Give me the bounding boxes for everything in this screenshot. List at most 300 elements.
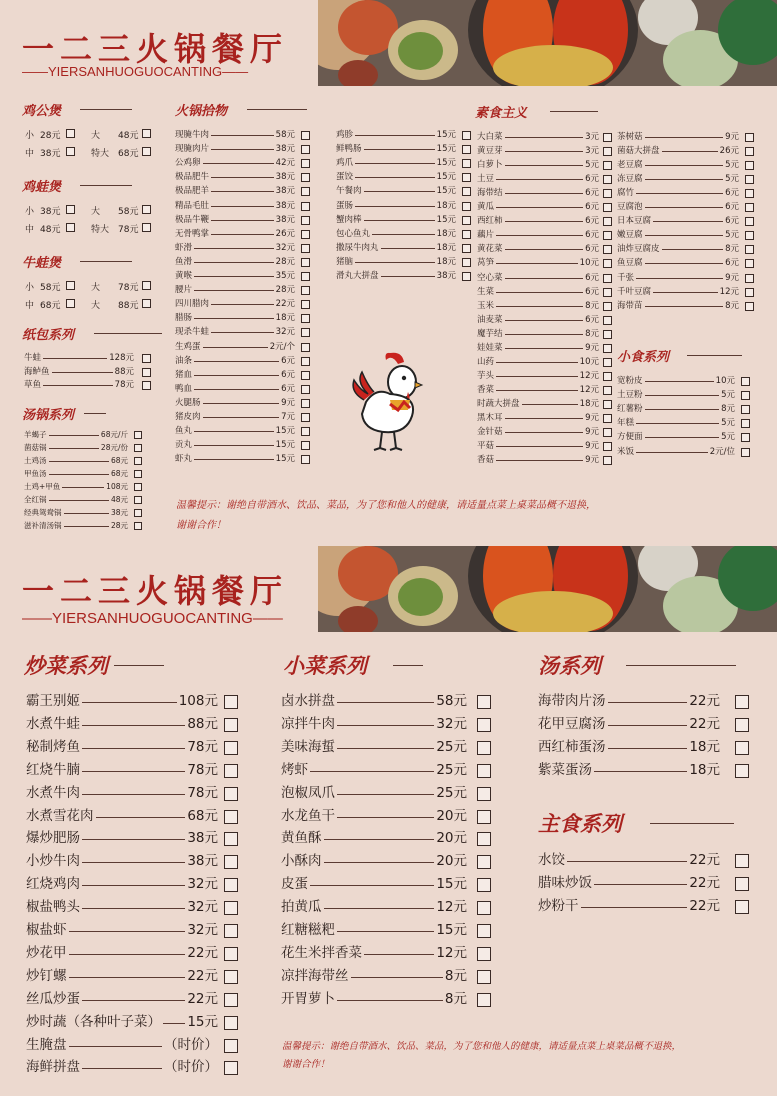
item-price: 22元: [187, 944, 218, 961]
order-checkbox[interactable]: [603, 316, 612, 325]
menu-item: [477, 315, 599, 329]
order-checkbox[interactable]: [462, 258, 471, 267]
item-price: 38元: [275, 172, 295, 183]
section-rule: [247, 109, 307, 110]
size-price: 48元: [118, 131, 139, 141]
leader-line: [324, 908, 434, 909]
menu-item: [281, 717, 467, 740]
leader-line: [82, 1068, 162, 1069]
order-checkbox[interactable]: [224, 855, 238, 869]
order-checkbox[interactable]: [301, 455, 310, 464]
order-checkbox[interactable]: [142, 129, 151, 138]
order-checkbox[interactable]: [603, 358, 612, 367]
order-checkbox[interactable]: [66, 281, 75, 290]
order-checkbox[interactable]: [603, 456, 612, 465]
order-checkbox[interactable]: [603, 330, 612, 339]
order-checkbox[interactable]: [301, 131, 310, 140]
menu-item: [336, 172, 456, 186]
item-price: 9元: [585, 455, 599, 466]
section-title: 小菜系列: [283, 653, 367, 678]
menu-item: [175, 327, 295, 341]
order-checkbox[interactable]: [66, 147, 75, 156]
order-checkbox[interactable]: [224, 970, 238, 984]
item-price: 28元/份: [100, 443, 128, 452]
item-name: 公鸡卵: [175, 158, 201, 169]
leader-line: [211, 220, 274, 221]
item-price: 15元: [275, 426, 295, 437]
item-price: 8元: [725, 300, 739, 311]
item-price: 10元: [715, 376, 735, 386]
leader-line: [653, 292, 718, 293]
order-checkbox[interactable]: [462, 131, 471, 140]
order-checkbox[interactable]: [301, 286, 310, 295]
order-checkbox[interactable]: [477, 832, 491, 846]
item-price: 35元: [275, 271, 295, 281]
item-price: 3元: [585, 132, 599, 142]
order-checkbox[interactable]: [462, 272, 471, 281]
menu-item: [617, 244, 739, 258]
order-checkbox[interactable]: [477, 970, 491, 984]
order-checkbox[interactable]: [224, 947, 238, 961]
order-checkbox[interactable]: [477, 947, 491, 961]
order-checkbox[interactable]: [224, 924, 238, 938]
item-name: 丝瓜炒蛋: [26, 990, 80, 1007]
order-checkbox[interactable]: [134, 457, 142, 465]
menu-item: [617, 202, 739, 216]
item-name: 虾丸: [175, 454, 193, 465]
order-checkbox[interactable]: [224, 878, 238, 892]
leader-line: [636, 278, 723, 279]
order-checkbox[interactable]: [745, 231, 754, 240]
leader-line: [96, 817, 185, 818]
order-checkbox[interactable]: [301, 145, 310, 154]
leader-line: [496, 179, 583, 180]
menu-item: [477, 146, 599, 160]
item-name: 鱼豆腐: [617, 258, 643, 269]
order-checkbox[interactable]: [745, 147, 754, 156]
order-checkbox[interactable]: [462, 187, 471, 196]
item-name: 西红柿: [477, 216, 503, 227]
item-name: 山药: [477, 356, 495, 367]
order-checkbox[interactable]: [603, 259, 612, 268]
order-checkbox[interactable]: [224, 741, 238, 755]
order-checkbox[interactable]: [477, 810, 491, 824]
order-checkbox[interactable]: [301, 173, 310, 182]
leader-line: [49, 435, 99, 436]
menu-item: [477, 301, 599, 315]
order-checkbox[interactable]: [745, 133, 754, 142]
order-checkbox[interactable]: [134, 444, 142, 452]
leader-line: [581, 907, 687, 908]
order-checkbox[interactable]: [462, 230, 471, 239]
item-price: 22元: [689, 874, 720, 891]
item-name: 腊味炒饭: [538, 874, 592, 891]
leader-line: [662, 151, 718, 152]
leader-line: [194, 361, 279, 362]
section-title: 鸡公煲: [22, 104, 62, 119]
order-checkbox[interactable]: [735, 877, 749, 891]
order-checkbox[interactable]: [301, 314, 310, 323]
menu-item: [477, 273, 599, 287]
order-checkbox[interactable]: [603, 203, 612, 212]
item-price: 12元: [436, 944, 467, 961]
leader-line: [211, 206, 274, 207]
item-price: 9元: [281, 397, 295, 408]
leader-line: [496, 306, 583, 307]
order-checkbox[interactable]: [741, 377, 750, 386]
order-checkbox[interactable]: [142, 381, 151, 390]
order-checkbox[interactable]: [301, 258, 310, 267]
order-checkbox[interactable]: [224, 810, 238, 824]
order-checkbox[interactable]: [142, 205, 151, 214]
menu-item: [281, 923, 467, 946]
item-price: 22元: [187, 967, 218, 984]
menu-item: [281, 786, 467, 809]
order-checkbox[interactable]: [603, 442, 612, 451]
menu-item: [477, 427, 599, 441]
item-price: 78元: [187, 761, 218, 778]
leader-line: [351, 977, 443, 978]
menu-item: [26, 831, 218, 854]
leader-line: [194, 445, 274, 446]
item-price: 6元: [281, 369, 295, 380]
order-checkbox[interactable]: [301, 230, 310, 239]
leader-line: [324, 862, 434, 863]
order-checkbox[interactable]: [224, 764, 238, 778]
order-checkbox[interactable]: [462, 145, 471, 154]
order-checkbox[interactable]: [603, 344, 612, 353]
item-price: 26元: [275, 228, 295, 239]
menu-item: [24, 495, 128, 508]
menu-item: [281, 900, 467, 923]
item-price: 10元: [579, 258, 599, 269]
order-checkbox[interactable]: [301, 328, 310, 337]
order-checkbox[interactable]: [735, 695, 749, 709]
item-name: 海带肉片汤: [538, 693, 606, 709]
order-checkbox[interactable]: [301, 216, 310, 225]
menu-item: [538, 876, 720, 899]
order-checkbox[interactable]: [741, 433, 750, 442]
order-checkbox[interactable]: [745, 217, 754, 226]
order-checkbox[interactable]: [462, 159, 471, 168]
order-checkbox[interactable]: [224, 718, 238, 732]
order-checkbox[interactable]: [134, 431, 142, 439]
order-checkbox[interactable]: [477, 855, 491, 869]
menu-item: [336, 144, 456, 158]
item-name: 霸王别姬: [26, 693, 80, 709]
menu-item: [26, 694, 218, 717]
order-checkbox[interactable]: [603, 245, 612, 254]
order-checkbox[interactable]: [301, 343, 310, 352]
menu-item: [281, 992, 467, 1015]
item-name: 皮蛋: [281, 876, 308, 893]
order-checkbox[interactable]: [477, 764, 491, 778]
item-name: 娃娃菜: [477, 342, 503, 353]
order-checkbox[interactable]: [477, 901, 491, 915]
item-name: 油炸豆腐皮: [617, 244, 660, 255]
order-checkbox[interactable]: [301, 187, 310, 196]
order-checkbox[interactable]: [477, 878, 491, 892]
leader-line: [645, 263, 723, 264]
order-checkbox[interactable]: [301, 371, 310, 380]
order-checkbox[interactable]: [66, 205, 75, 214]
leader-line: [337, 817, 434, 818]
order-checkbox[interactable]: [224, 695, 238, 709]
leader-line: [636, 452, 708, 453]
item-price: 25元: [436, 738, 467, 755]
order-checkbox[interactable]: [741, 419, 750, 428]
order-checkbox[interactable]: [745, 161, 754, 170]
order-checkbox[interactable]: [741, 405, 750, 414]
size-price: 38元: [40, 207, 61, 217]
order-checkbox[interactable]: [224, 832, 238, 846]
menu-item: [281, 877, 467, 900]
order-checkbox[interactable]: [462, 216, 471, 225]
item-price: 18元: [579, 398, 599, 409]
size-label: 大: [91, 131, 101, 141]
menu-item: [175, 215, 295, 229]
order-checkbox[interactable]: [301, 272, 310, 281]
leader-line: [43, 385, 113, 386]
menu-item: [24, 430, 128, 443]
order-checkbox[interactable]: [301, 300, 310, 309]
menu-item: [26, 786, 218, 809]
order-checkbox[interactable]: [735, 741, 749, 755]
item-price: 5元: [721, 390, 735, 401]
leader-line: [310, 771, 434, 772]
item-name: 腐竹: [617, 188, 635, 199]
item-name: 草鱼: [24, 380, 42, 390]
leader-line: [645, 409, 719, 410]
item-price: 20元: [436, 830, 467, 847]
size-price: 88元: [118, 301, 139, 311]
item-name: 水煮牛肉: [26, 784, 80, 801]
order-checkbox[interactable]: [66, 299, 75, 308]
order-checkbox[interactable]: [745, 259, 754, 268]
order-checkbox[interactable]: [603, 175, 612, 184]
order-checkbox[interactable]: [745, 274, 754, 283]
order-checkbox[interactable]: [142, 281, 151, 290]
item-name: 卤水拼盘: [281, 693, 335, 709]
order-checkbox[interactable]: [301, 159, 310, 168]
order-checkbox[interactable]: [477, 741, 491, 755]
item-price: 38元: [110, 508, 128, 517]
order-checkbox[interactable]: [224, 1061, 238, 1075]
order-checkbox[interactable]: [745, 203, 754, 212]
item-price: 6元: [585, 202, 599, 213]
order-checkbox[interactable]: [735, 900, 749, 914]
order-checkbox[interactable]: [301, 441, 310, 450]
order-checkbox[interactable]: [224, 993, 238, 1007]
item-price: 78元: [187, 784, 218, 801]
order-checkbox[interactable]: [477, 993, 491, 1007]
order-checkbox[interactable]: [224, 1039, 238, 1053]
order-checkbox[interactable]: [301, 399, 310, 408]
order-checkbox[interactable]: [134, 483, 142, 491]
order-checkbox[interactable]: [603, 217, 612, 226]
item-price: 8元: [725, 244, 739, 255]
menu-item: [175, 271, 295, 285]
item-price: 22元: [187, 990, 218, 1007]
menu-item: [538, 899, 720, 922]
order-checkbox[interactable]: [134, 470, 142, 478]
item-price: 22元: [275, 299, 295, 310]
item-name: 土豆粉: [617, 390, 643, 401]
section-title: 牛蛙煲: [22, 256, 62, 271]
order-checkbox[interactable]: [603, 400, 612, 409]
menu-item: [477, 287, 599, 301]
item-price: 6元: [585, 272, 599, 283]
order-checkbox[interactable]: [603, 302, 612, 311]
item-name: 小炒牛肉: [26, 853, 80, 870]
menu-item: [26, 717, 218, 740]
item-price: 68元: [187, 807, 218, 824]
item-price: 10元: [579, 356, 599, 367]
order-checkbox[interactable]: [142, 368, 151, 377]
item-name: 开胃萝卜: [281, 990, 335, 1007]
order-checkbox[interactable]: [301, 427, 310, 436]
leader-line: [64, 513, 109, 514]
order-checkbox[interactable]: [745, 189, 754, 198]
item-name: 鸡胗: [336, 130, 354, 140]
item-name: 蛋肠: [336, 200, 354, 211]
order-checkbox[interactable]: [741, 391, 750, 400]
order-checkbox[interactable]: [301, 202, 310, 211]
menu-item: [617, 432, 735, 446]
item-price: 68元: [110, 469, 128, 478]
leader-line: [505, 334, 583, 335]
order-checkbox[interactable]: [462, 244, 471, 253]
top-hotpot-photo: [318, 0, 777, 86]
item-price: 18元: [436, 228, 456, 239]
leader-line: [194, 290, 274, 291]
top-note-2: 谢谢合作！: [176, 520, 226, 531]
leader-line: [645, 395, 719, 396]
order-checkbox[interactable]: [142, 147, 151, 156]
order-checkbox[interactable]: [745, 245, 754, 254]
order-checkbox[interactable]: [745, 175, 754, 184]
menu-item: [477, 244, 599, 258]
item-name: 菌菇大拼盘: [617, 146, 660, 157]
order-checkbox[interactable]: [735, 764, 749, 778]
order-checkbox[interactable]: [741, 448, 750, 457]
order-checkbox[interactable]: [477, 718, 491, 732]
leader-line: [49, 461, 109, 462]
order-checkbox[interactable]: [142, 223, 151, 232]
order-checkbox[interactable]: [134, 496, 142, 504]
order-checkbox[interactable]: [735, 718, 749, 732]
item-price: 12元: [719, 286, 739, 297]
order-checkbox[interactable]: [142, 299, 151, 308]
order-checkbox[interactable]: [745, 302, 754, 311]
order-checkbox[interactable]: [301, 357, 310, 366]
order-checkbox[interactable]: [462, 202, 471, 211]
order-checkbox[interactable]: [745, 288, 754, 297]
item-name: 海鲜拼盘: [26, 1059, 80, 1076]
section-rule: [687, 355, 742, 356]
item-name: 黑木耳: [477, 413, 503, 423]
item-name: 黄豆芽: [477, 146, 503, 157]
order-checkbox[interactable]: [603, 231, 612, 240]
menu-item: [617, 216, 739, 230]
order-checkbox[interactable]: [735, 854, 749, 868]
order-checkbox[interactable]: [603, 428, 612, 437]
order-checkbox[interactable]: [603, 288, 612, 297]
item-price: 15元: [436, 144, 456, 155]
leader-line: [505, 193, 583, 194]
order-checkbox[interactable]: [66, 223, 75, 232]
size-label: 中: [25, 149, 35, 159]
item-price: 32元: [275, 327, 295, 338]
leader-line: [594, 884, 687, 885]
item-name: 千叶豆腐: [617, 286, 652, 297]
menu-item: [617, 160, 739, 174]
order-checkbox[interactable]: [301, 413, 310, 422]
order-checkbox[interactable]: [603, 372, 612, 381]
item-price: 28元: [275, 256, 295, 267]
menu-item: [24, 456, 128, 469]
menu-item: [538, 853, 720, 876]
order-checkbox[interactable]: [224, 1016, 238, 1030]
order-checkbox[interactable]: [603, 161, 612, 170]
order-checkbox[interactable]: [603, 189, 612, 198]
order-checkbox[interactable]: [603, 386, 612, 395]
leader-line: [211, 304, 274, 305]
item-name: 炒钉螺: [26, 967, 67, 984]
item-price: 22元: [689, 897, 720, 914]
leader-line: [310, 885, 434, 886]
item-name: 撒尿牛肉丸: [336, 242, 379, 253]
order-checkbox[interactable]: [134, 509, 142, 517]
menu-item: [477, 399, 599, 413]
item-price: 7元: [281, 412, 295, 422]
order-checkbox[interactable]: [66, 129, 75, 138]
item-price: 15元: [436, 214, 456, 225]
menu-item: [175, 384, 295, 398]
menu-item: [477, 230, 599, 244]
bottom-title: 一二三火锅餐厅: [22, 572, 289, 610]
section-rule: [94, 333, 162, 334]
size-label: 特大: [91, 225, 110, 235]
order-checkbox[interactable]: [301, 385, 310, 394]
item-price: （时价）: [164, 1036, 218, 1053]
order-checkbox[interactable]: [142, 354, 151, 363]
item-name: 烤虾: [281, 761, 308, 778]
item-name: 虾滑: [175, 242, 193, 253]
order-checkbox[interactable]: [224, 787, 238, 801]
order-checkbox[interactable]: [603, 133, 612, 142]
order-checkbox[interactable]: [477, 787, 491, 801]
order-checkbox[interactable]: [224, 901, 238, 915]
bottom-hotpot-photo: [318, 546, 777, 632]
item-price: 9元: [725, 132, 739, 142]
order-checkbox[interactable]: [301, 244, 310, 253]
item-name: 四川腊肉: [175, 299, 210, 310]
order-checkbox[interactable]: [477, 924, 491, 938]
order-checkbox[interactable]: [603, 274, 612, 283]
item-name: 贡丸: [175, 440, 193, 451]
menu-item: [26, 1060, 218, 1083]
section-title: 汤锅系列: [22, 408, 75, 423]
item-name: 花生米拌香菜: [281, 944, 362, 961]
order-checkbox[interactable]: [603, 147, 612, 156]
item-name: 鸭血: [175, 383, 193, 394]
section-rule: [80, 109, 132, 110]
order-checkbox[interactable]: [134, 522, 142, 530]
order-checkbox[interactable]: [603, 414, 612, 423]
order-checkbox[interactable]: [462, 173, 471, 182]
order-checkbox[interactable]: [477, 695, 491, 709]
